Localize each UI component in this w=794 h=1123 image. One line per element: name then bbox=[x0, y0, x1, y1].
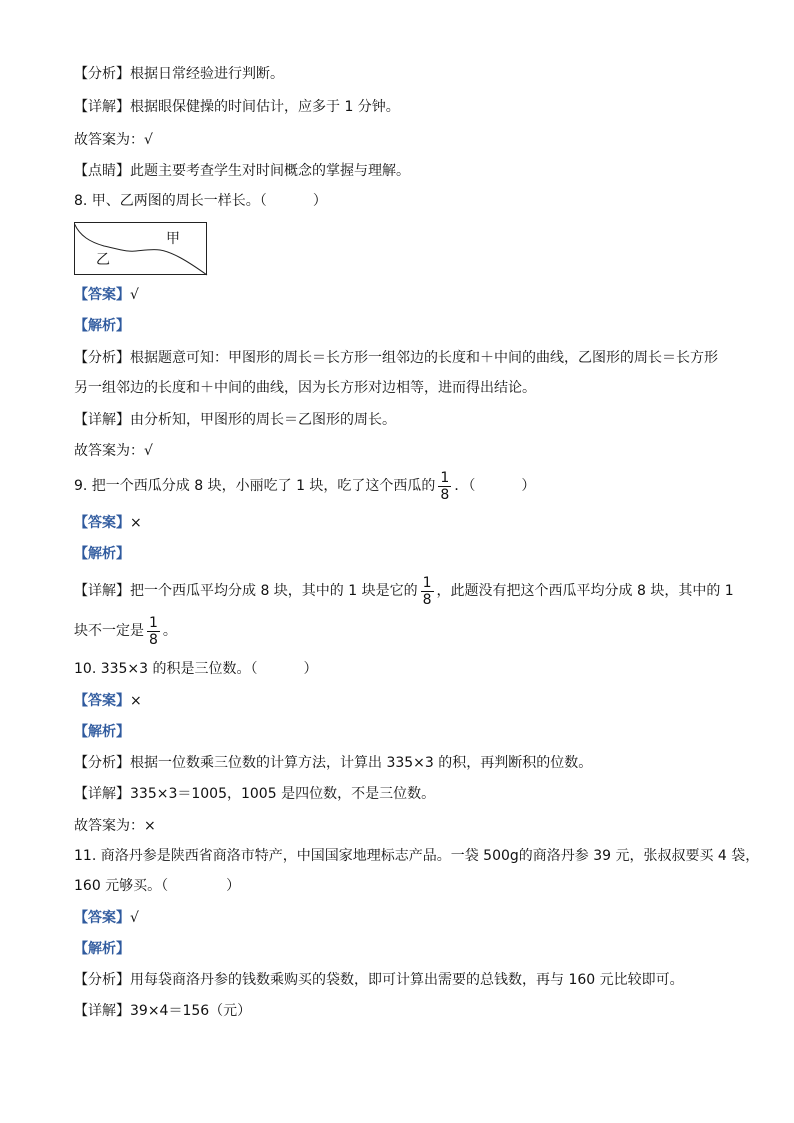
answer-tag: 【答案】 bbox=[74, 693, 130, 709]
q11-question-close: ） bbox=[226, 878, 241, 894]
q8-analysis-1: 【分析】根据题意可知：甲图形的周长＝长方形一组邻边的长度和＋中间的曲线，乙图形的周长＝长方形 bbox=[74, 350, 718, 366]
q10-answer bbox=[74, 691, 142, 711]
answer-tag: 【答案】 bbox=[74, 287, 130, 303]
q11-analysis: 【分析】用每袋商洛丹参的钱数乘购买的袋数，即可计算出需要的总钱数，再与 160 元比较即可。 bbox=[74, 972, 684, 988]
rectangle-curve-figure bbox=[74, 222, 208, 276]
q9-question-pre: 9. 把一个西瓜分成 8 块，小丽吃了 1 块，吃了这个西瓜的 bbox=[74, 478, 436, 494]
q9-detail-post: ，此题没有把这个西瓜平均分成 8 块，其中的 1 bbox=[436, 583, 734, 599]
fraction-denominator: 8 bbox=[422, 591, 432, 608]
q7-detail: 【详解】根据眼保健操的时间估计，应多于 1 分钟。 bbox=[74, 99, 400, 115]
fraction bbox=[147, 615, 160, 648]
q9-detail-2 bbox=[74, 613, 177, 649]
q9-detail-pre: 【详解】把一个西瓜平均分成 8 块，其中的 1 块是它的 bbox=[74, 583, 418, 599]
q10-question bbox=[74, 659, 318, 679]
q11-question-text: 160 元够买。（ bbox=[74, 878, 169, 894]
q11-analysis-tag: 【解析】 bbox=[74, 941, 130, 957]
q10-analysis: 【分析】根据一位数乘三位数的计算方法，计算出 335×3 的积，再判断积的位数。 bbox=[74, 755, 593, 771]
q11-question-1: 11. 商洛丹参是陕西省商洛市特产，中国国家地理标志产品。一袋 500g的商洛丹参 39 元，张叔叔要买 4 袋， bbox=[74, 848, 760, 864]
figure-label-jia: 甲 bbox=[166, 231, 180, 247]
answer-tag: 【答案】 bbox=[74, 910, 130, 926]
q9-detail2-pre: 块不一定是 bbox=[74, 623, 144, 639]
q10-answer-line: 故答案为：× bbox=[74, 818, 156, 834]
q9-analysis-tag: 【解析】 bbox=[74, 546, 130, 562]
fraction-denominator: 8 bbox=[440, 486, 450, 503]
q7-comment: 【点睛】此题主要考查学生对时间概念的掌握与理解。 bbox=[74, 163, 410, 179]
fraction-numerator: 1 bbox=[440, 469, 450, 486]
q8-figure bbox=[74, 222, 208, 276]
q10-question-close: ） bbox=[303, 661, 318, 677]
q10-analysis-tag: 【解析】 bbox=[74, 724, 130, 740]
q8-question-text: 8. 甲、乙两图的周长一样长。（ bbox=[74, 193, 267, 209]
fraction-denominator: 8 bbox=[149, 631, 158, 648]
q9-question-close: ） bbox=[521, 478, 536, 494]
answer-tag: 【答案】 bbox=[74, 515, 130, 531]
q8-answer-line: 故答案为：√ bbox=[74, 443, 153, 459]
answer-value: × bbox=[130, 515, 142, 531]
fraction bbox=[438, 470, 451, 503]
q9-question-post: ．（ bbox=[454, 478, 476, 494]
q8-analysis-2: 另一组邻边的长度和＋中间的曲线，因为长方形对边相等，进而得出结论。 bbox=[74, 380, 536, 396]
q9-detail-1 bbox=[74, 573, 734, 609]
fraction-numerator: 1 bbox=[149, 614, 158, 631]
q8-detail: 【详解】由分析知，甲图形的周长＝乙图形的周长。 bbox=[74, 412, 396, 428]
answer-value: √ bbox=[130, 910, 139, 926]
q11-question-2 bbox=[74, 876, 240, 896]
answer-value: √ bbox=[130, 287, 139, 303]
q8-question bbox=[74, 191, 327, 211]
q10-question-text: 10. 335×3 的积是三位数。（ bbox=[74, 661, 258, 677]
q11-detail: 【详解】39×4＝156（元） bbox=[74, 1003, 252, 1019]
answer-value: × bbox=[130, 693, 142, 709]
q9-detail2-post: 。 bbox=[162, 623, 177, 639]
q9-question bbox=[74, 468, 535, 504]
q9-answer bbox=[74, 513, 142, 533]
q11-answer bbox=[74, 908, 139, 928]
q8-answer bbox=[74, 285, 139, 305]
fraction-numerator: 1 bbox=[422, 574, 432, 591]
q8-question-close: ） bbox=[312, 193, 327, 209]
q10-detail: 【详解】335×3＝1005，1005 是四位数，不是三位数。 bbox=[74, 786, 436, 802]
fraction bbox=[421, 575, 434, 608]
q7-analysis: 【分析】根据日常经验进行判断。 bbox=[74, 66, 284, 82]
q8-analysis-tag: 【解析】 bbox=[74, 318, 130, 334]
figure-label-yi: 乙 bbox=[96, 252, 110, 268]
q7-answer-line: 故答案为：√ bbox=[74, 132, 153, 148]
